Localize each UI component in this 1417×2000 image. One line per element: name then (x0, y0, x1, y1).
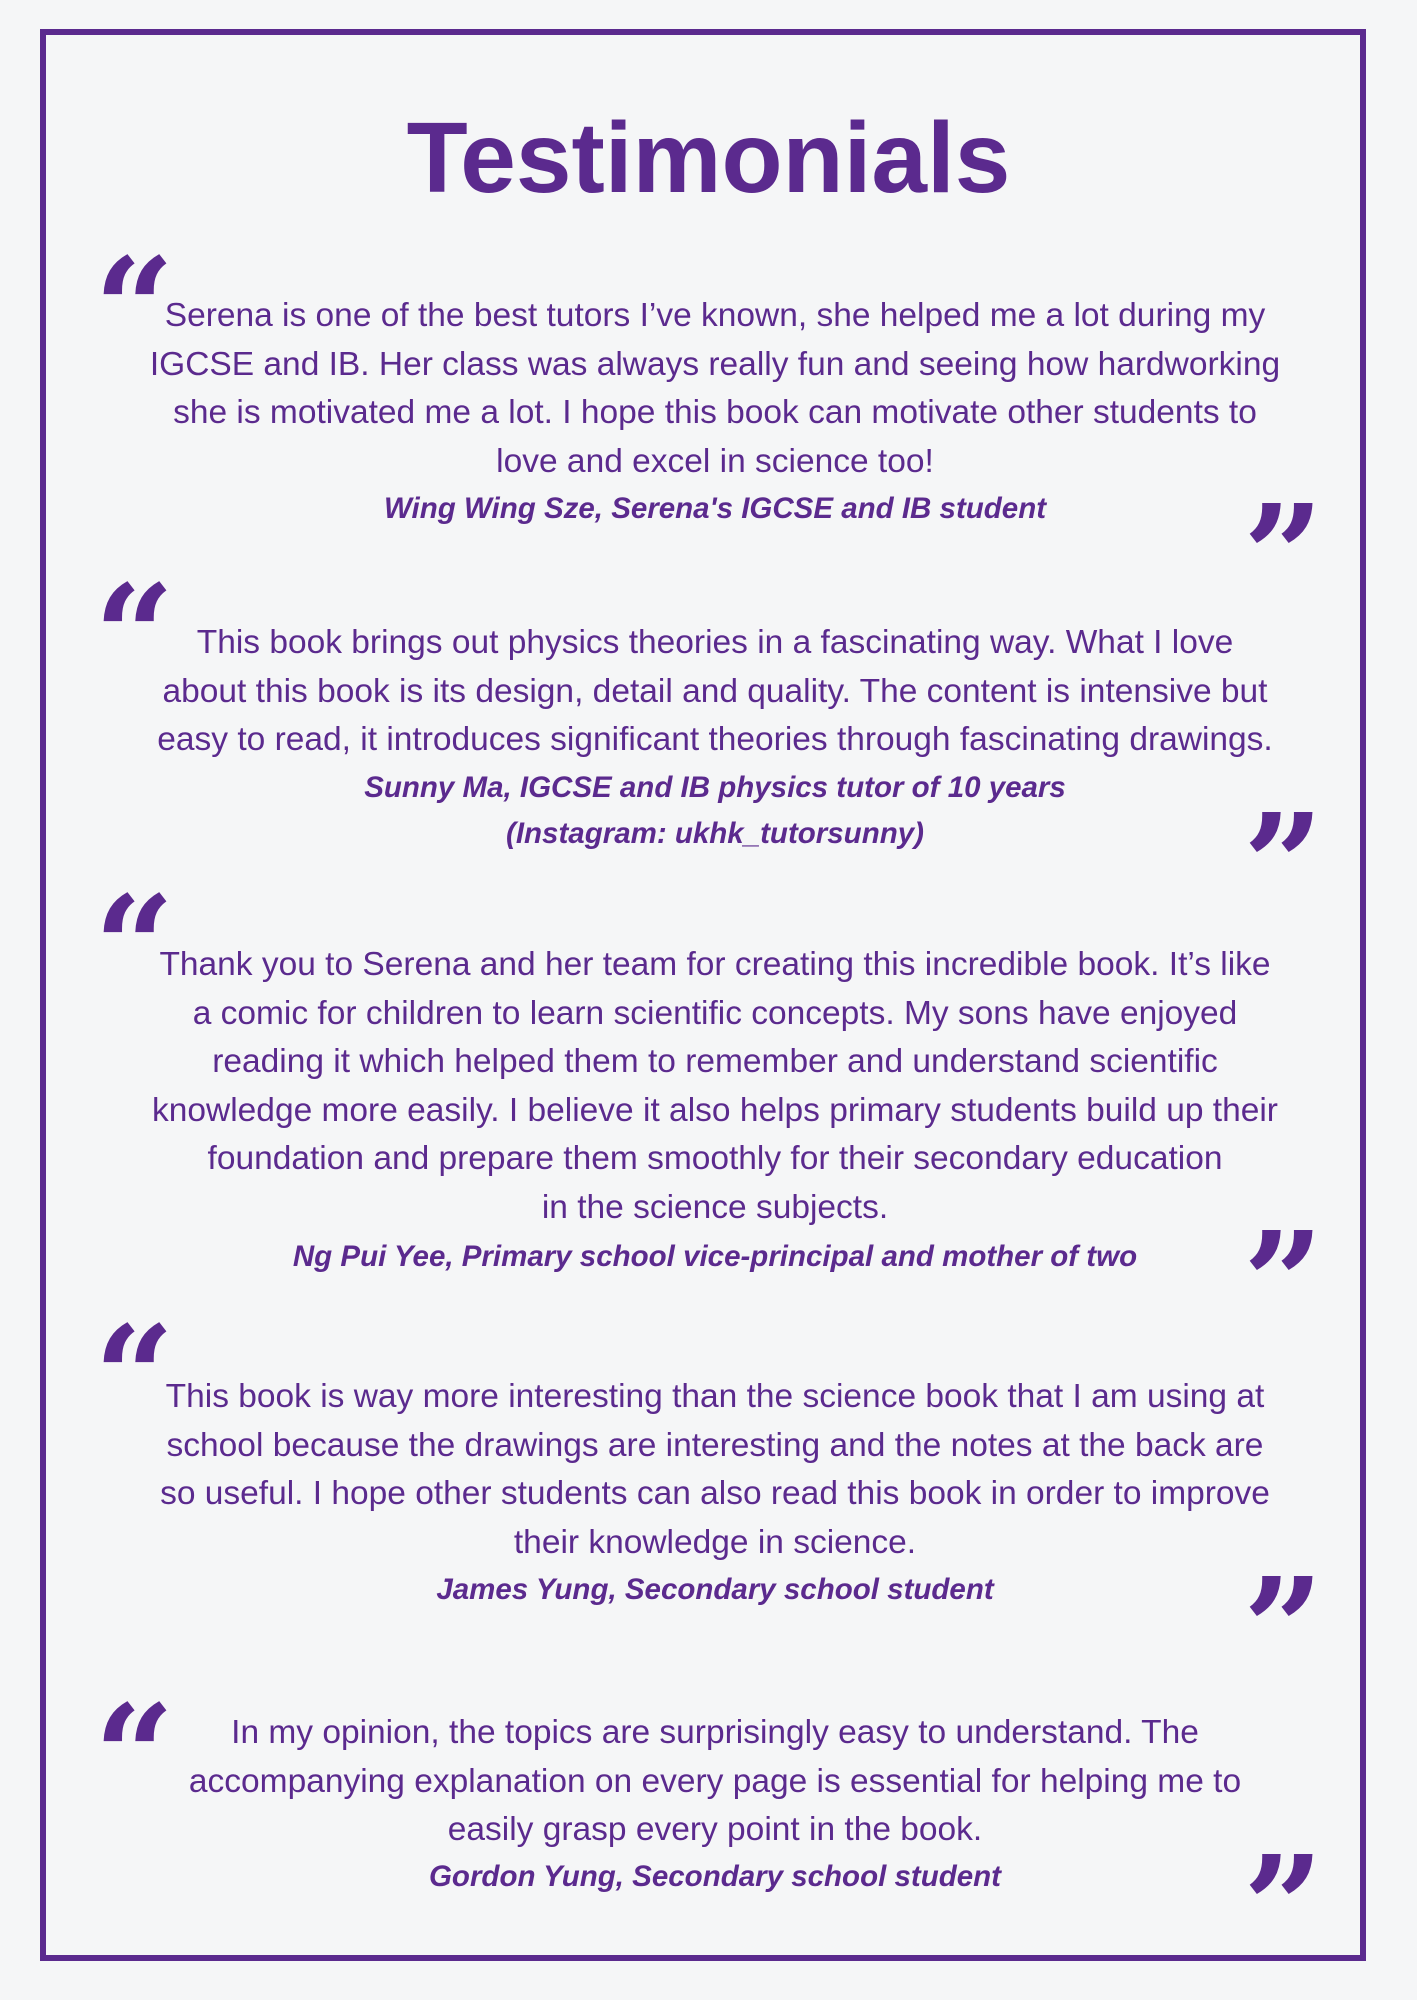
close-quote-icon: ” (1243, 1202, 1324, 1366)
testimonial-line: their knowledge in science. (513, 1523, 917, 1561)
testimonial-line: so useful. I hope other students can also read this book in order to improve (160, 1475, 1270, 1512)
testimonial-line: she is motivated me a lot. I hope this book can motivate other students to (173, 394, 1257, 431)
open-quote-icon: “ (94, 228, 175, 392)
testimonial-text (100, 292, 1330, 486)
testimonial-text (100, 619, 1330, 765)
open-quote-icon: “ (94, 1296, 175, 1460)
testimonial-attribution (100, 1234, 1330, 1280)
attribution-line: Wing Wing Sze, Serena's IGCSE and IB student (383, 492, 1047, 525)
attribution-line: Gordon Yung, Secondary school student (428, 1860, 1002, 1893)
testimonial-attribution (100, 765, 1330, 857)
testimonial-attribution (100, 1854, 1330, 1900)
testimonial-line: a comic for children to learn scientific concepts. My sons have enjoyed (192, 994, 1238, 1032)
close-quote-icon: ” (1243, 784, 1324, 948)
testimonial-line: knowledge more easily. I believe it also helps primary students build up their (152, 1091, 1278, 1129)
testimonial-line: This book is way more interesting than the science book that I am using at (165, 1378, 1265, 1415)
testimonial-line: easily grasp every point in the book. (447, 1811, 983, 1848)
testimonial-line: Serena is one of the best tutors I’ve known, she helped me a lot during my (164, 297, 1266, 334)
testimonial-text (100, 1373, 1330, 1567)
testimonial-line: IGCSE and IB. Her class was always really fun and seeing how hardworking (149, 345, 1281, 383)
attribution-line: Sunny Ma, IGCSE and IB physics tutor of 10 years (364, 771, 1066, 804)
testimonial-line: in the science subjects. (541, 1188, 889, 1226)
testimonial-line: Thank you to Serena and her team for creating this incredible book. It’s like (159, 946, 1271, 983)
testimonial-line: about this book is its design, detail and quality. The content is intensive but (162, 672, 1268, 710)
testimonial-line: love and excel in science too! (496, 442, 934, 480)
open-quote-icon: “ (94, 555, 175, 719)
testimonial-line: In my opinion, the topics are surprisingly easy to understand. The (231, 1714, 1199, 1751)
close-quote-icon: ” (1243, 475, 1324, 639)
testimonial-line: reading it which helped them to remember and understand scientific (212, 1043, 1218, 1080)
testimonial-line: school because the drawings are interesting and the notes at the back are (166, 1426, 1264, 1464)
open-quote-icon: “ (94, 1675, 175, 1839)
testimonial-attribution (100, 1567, 1330, 1613)
testimonial-line: accompanying explanation on every page is essential for helping me to (188, 1762, 1242, 1800)
open-quote-icon: “ (94, 866, 175, 1030)
page-title: Testimonials (406, 102, 1011, 214)
attribution-line: James Yung, Secondary school student (436, 1573, 994, 1606)
testimonial-text (100, 1709, 1330, 1855)
close-quote-icon: ” (1243, 1548, 1324, 1712)
testimonial-line: easy to read, it introduces significant theories through fascinating drawings. (157, 721, 1273, 758)
close-quote-icon: ” (1243, 1826, 1324, 1990)
testimonial-line: foundation and prepare them smoothly for their secondary education (207, 1140, 1223, 1177)
testimonial-attribution (100, 486, 1330, 532)
attribution-line: Ng Pui Yee, Primary school vice-principal and mother of two (292, 1240, 1138, 1273)
testimonial-text (100, 941, 1330, 1232)
attribution-line: (Instagram: ukhk_tutorsunny) (506, 817, 924, 850)
testimonial-line: This book brings out physics theories in a fascinating way. What I love (196, 624, 1234, 661)
